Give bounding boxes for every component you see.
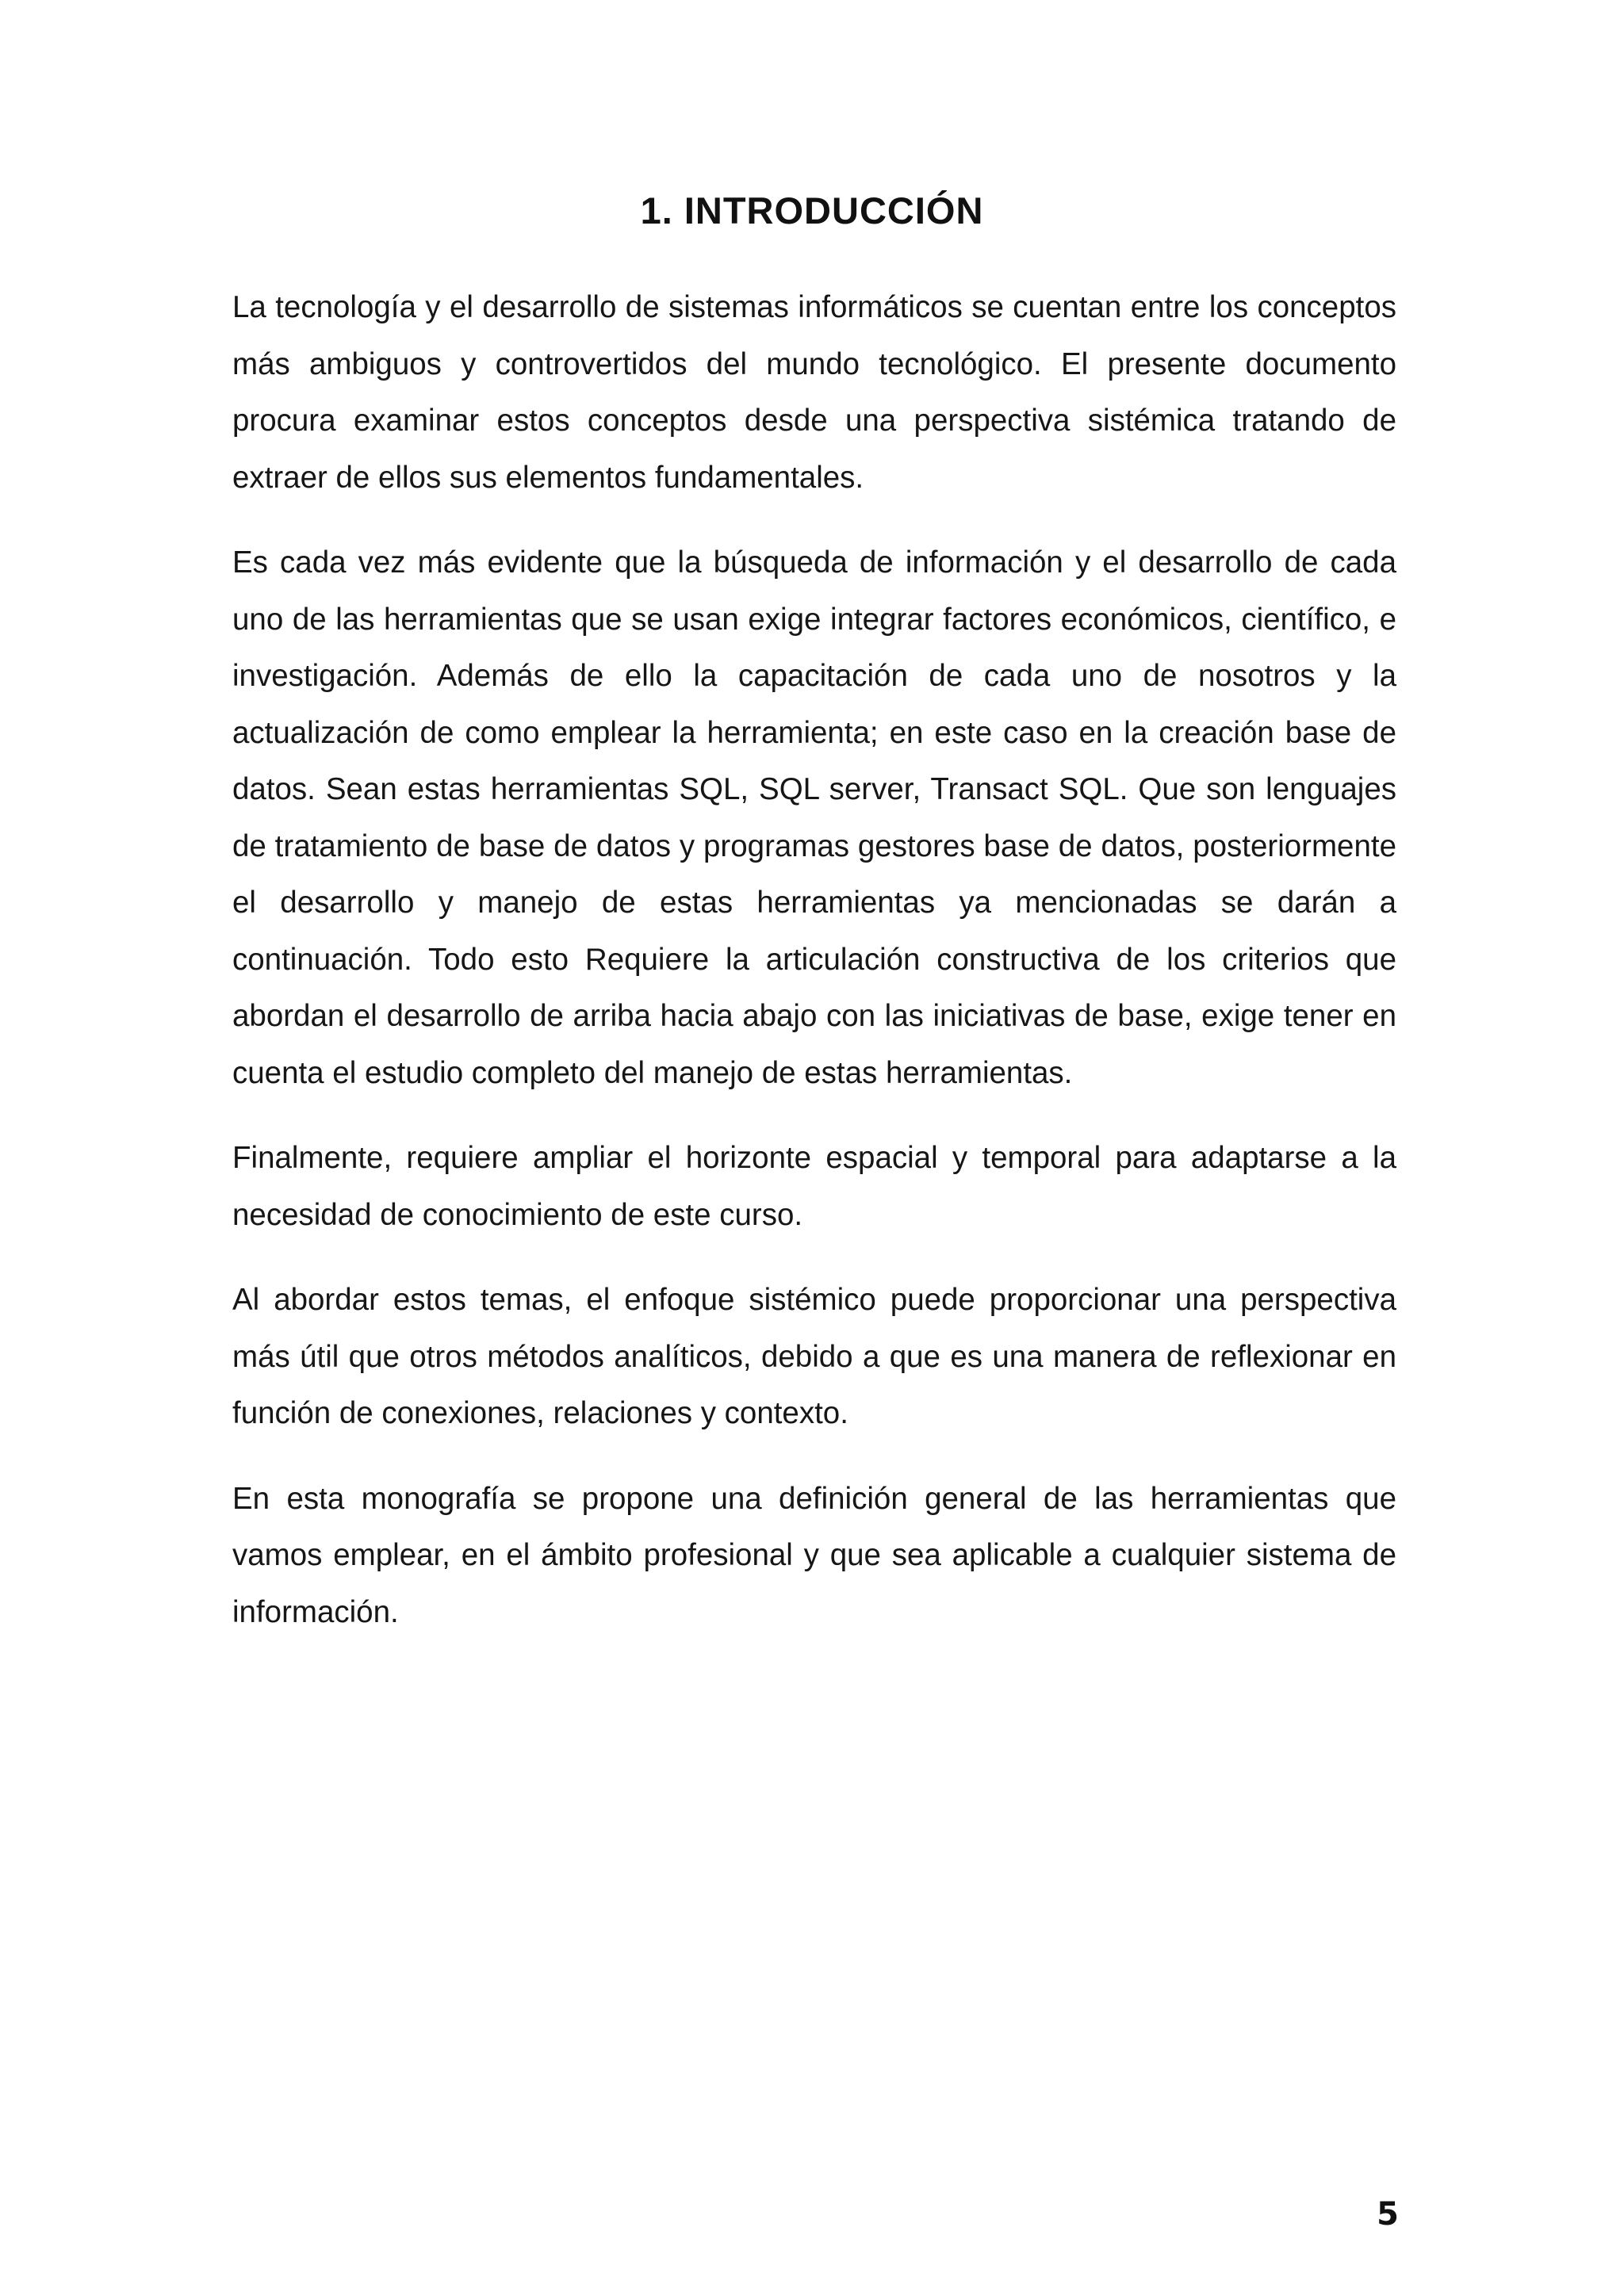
- paragraph-1: La tecnología y el desarrollo de sistemas informáticos se cuentan entre los conceptos más ambiguos y controvertidos del mundo tecnológico. El presente documento procura examinar estos conceptos desde una perspectiva sistémica tratando de extraer de ellos sus elementos fundamentales.: [232, 290, 1396, 495]
- paragraph-3: Finalmente, requiere ampliar el horizonte espacial y temporal para adaptarse a la necesidad de conocimiento de este curso.: [232, 1141, 1396, 1232]
- section-heading: 1. INTRODUCCIÓN: [640, 189, 984, 232]
- paragraph-4: Al abordar estos temas, el enfoque sistémico puede proporcionar una perspectiva más útil que otros métodos analíticos, debido a que es una manera de reflexionar en función de conexiones, relaciones y contexto.: [232, 1283, 1396, 1430]
- body-text: [232, 279, 1396, 1669]
- paragraph-2: Es cada vez más evidente que la búsqueda de información y el desarrollo de cada uno de las herramientas que se usan exige integrar factores económicos, científico, e investigación. Además de ello la capacitación de cada uno de nosotros y la actualización de como emplear la herramienta; en este caso en la creación base de datos. Sean estas herramientas SQL, SQL server, Transact SQL. Que son lenguajes de tratamiento de base de datos y programas gestores base de datos, posteriormente el desarrollo y manejo de estas herramientas ya mencionadas se darán a continuación. Todo esto Requiere la articulación constructiva de los criterios que abordan el desarrollo de arriba hacia abajo con las iniciativas de base, exige tener en cuenta el estudio completo del manejo de estas herramientas.: [232, 545, 1396, 1090]
- page-number: 5: [1377, 2196, 1399, 2233]
- paragraph-5: En esta monografía se propone una definición general de las herramientas que vamos emplear, en el ámbito profesional y que sea aplicable a cualquier sistema de información.: [232, 1481, 1396, 1629]
